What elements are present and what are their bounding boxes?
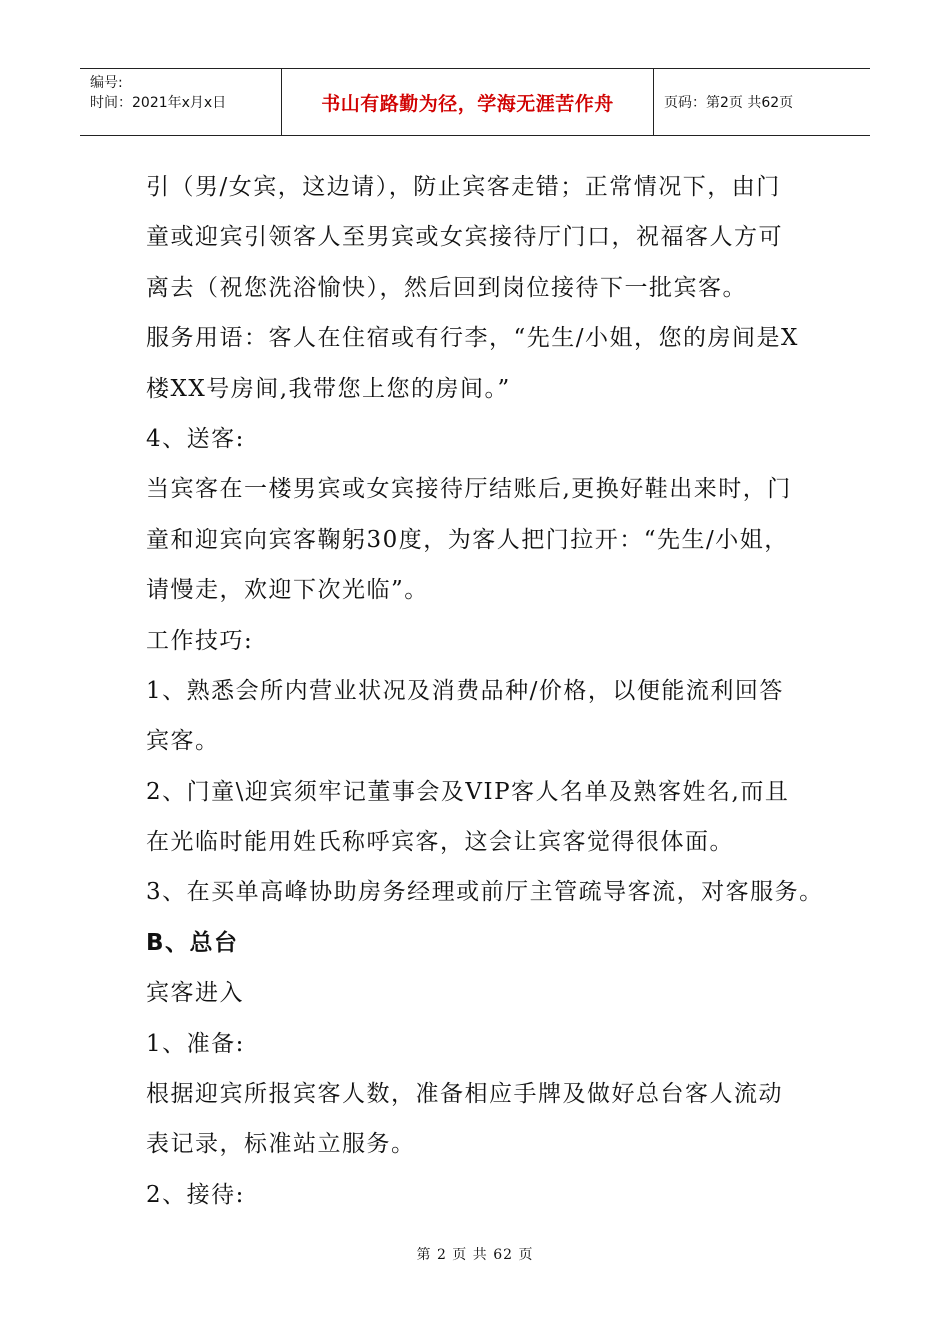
header-meta [80,69,282,135]
text-line: 1、熟悉会所内营业状况及消费品种/价格，以便能流利回答 [146,677,784,704]
text-line: 请慢走，欢迎下次光临”。 [146,577,429,604]
text-line: 童和迎宾向宾客鞠躬30度，为客人把门拉开：“先生/小姐， [146,526,789,553]
text-line: 在光临时能用姓氏称呼宾客，这会让宾客觉得很体面。 [146,829,734,856]
text-line: 2、接待: [146,1181,245,1208]
page-footer: 第 2 页 共 62 页 [416,1247,534,1263]
document-time-label: 时间：2021年x月x日 [90,95,227,111]
header-page-info: 页码：第2页 共62页 [664,95,794,111]
section-heading: B、总台 [146,929,239,956]
text-line: 离去（祝您洗浴愉快），然后回到岗位接待下一批宾客。 [146,274,747,301]
document-number-label: 编号: [90,75,123,91]
text-line: 4、送客: [146,425,245,452]
header-motto-cell [282,69,654,135]
text-line: 服务用语：客人在住宿或有行李，“先生/小姐，您的房间是X [146,325,799,352]
text-line: 工作技巧: [146,627,254,654]
document-body [146,162,846,1220]
text-line: 3、在买单高峰协助房务经理或前厅主管疏导客流，对客服务。 [146,879,824,906]
header-motto: 书山有路勤为径，学海无涯苦作舟 [321,92,614,115]
text-line: 楼XX号房间,我带您上您的房间。” [146,375,511,402]
text-line: 引（男/女宾，这边请），防止宾客走错；正常情况下，由门 [146,174,781,200]
page-header [80,68,870,136]
text-line: 宾客。 [146,728,220,755]
text-line: 宾客进入 [146,980,244,1007]
text-line: 当宾客在一楼男宾或女宾接待厅结账后,更换好鞋出来时，门 [146,476,792,503]
text-line: 表记录，标准站立服务。 [146,1131,416,1158]
text-line: 童或迎宾引领客人至男宾或女宾接待厅门口，祝福客人方可 [146,224,783,251]
text-line: 2、门童\迎宾须牢记董事会及VIP客人名单及熟客姓名,而且 [146,778,790,805]
text-line: 1、准备: [146,1030,245,1057]
text-line: 根据迎宾所报宾客人数，准备相应手牌及做好总台客人流动 [146,1081,783,1108]
